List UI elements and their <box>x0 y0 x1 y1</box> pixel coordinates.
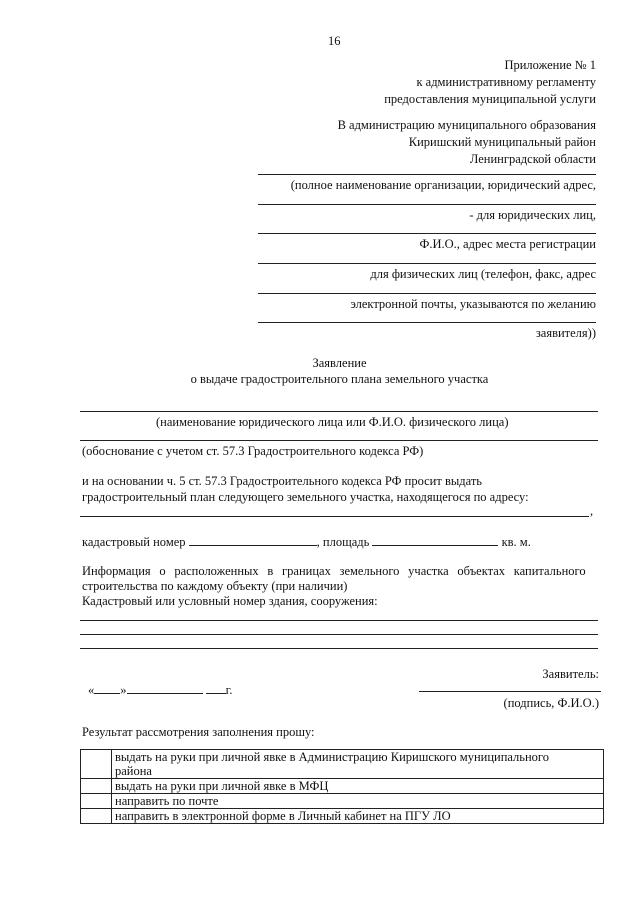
signature-caption: (подпись, Ф.И.О.) <box>503 696 599 710</box>
date-quote-close: » <box>120 683 127 697</box>
applicant-signature-label: Заявитель: <box>542 667 599 681</box>
info-line-3: Кадастровый или условный номер здания, сооружения: <box>82 594 378 608</box>
result-option-checkbox-3[interactable] <box>81 794 112 809</box>
date-row <box>88 682 232 698</box>
address-comma: , <box>590 504 594 518</box>
basis-field[interactable] <box>80 440 598 441</box>
cadastral-label: кадастровый номер <box>82 535 186 549</box>
result-options-table <box>80 749 604 824</box>
page-number: 16 <box>328 34 341 48</box>
date-quote-open: « <box>88 683 95 697</box>
request-line-2: градостроительный план следующего земельного участка, находящегося по адресу: <box>82 490 529 504</box>
applicant-note-6: заявителя)) <box>535 326 596 340</box>
appendix-line-3: предоставления муниципальной услуги <box>384 92 596 106</box>
result-option-checkbox-4[interactable] <box>81 809 112 824</box>
result-option-checkbox-2[interactable] <box>81 779 112 794</box>
date-year-field[interactable] <box>206 682 226 694</box>
result-option-checkbox-1[interactable] <box>81 750 112 779</box>
building-number-field-2[interactable] <box>80 634 598 635</box>
result-heading: Результат рассмотрения заполнения прошу: <box>82 725 315 739</box>
area-field[interactable] <box>372 534 498 546</box>
cadastral-row <box>82 534 531 550</box>
cadastral-number-field[interactable] <box>189 534 317 546</box>
applicant-name-field[interactable] <box>80 411 598 412</box>
applicant-note-4: для физических лиц (телефон, факс, адрес <box>370 267 596 281</box>
applicant-field-1[interactable] <box>258 174 596 175</box>
applicant-note-5: электронной почты, указываются по желанию <box>350 297 596 311</box>
result-option-row <box>81 794 604 809</box>
building-number-field-1[interactable] <box>80 620 598 621</box>
applicant-name-caption: (наименование юридического лица или Ф.И.О. физического лица) <box>156 415 509 429</box>
applicant-note-2: - для юридических лиц, <box>469 208 596 222</box>
result-option-row <box>81 779 604 794</box>
result-option-label-1: выдать на руки при личной явке в Администрацию Киришского муниципального района <box>112 750 604 779</box>
result-option-label-3: направить по почте <box>112 794 604 809</box>
result-option-row <box>81 809 604 824</box>
request-line-1: и на основании ч. 5 ст. 57.3 Градостроительного кодекса РФ просит выдать <box>82 474 483 488</box>
info-line-2: строительства по каждому объекту (при наличии) <box>82 579 348 593</box>
addressee-line-3: Ленинградской области <box>469 152 596 166</box>
document-title: Заявление <box>312 356 367 370</box>
building-number-field-3[interactable] <box>80 648 598 649</box>
address-field[interactable] <box>80 516 589 517</box>
applicant-field-3[interactable] <box>258 233 596 234</box>
applicant-field-2[interactable] <box>258 204 596 205</box>
applicant-field-5[interactable] <box>258 293 596 294</box>
result-option-row <box>81 750 604 779</box>
applicant-field-4[interactable] <box>258 263 596 264</box>
applicant-note-3: Ф.И.О., адрес места регистрации <box>419 237 596 251</box>
area-label: , площадь <box>316 535 370 549</box>
signature-field[interactable] <box>419 691 601 692</box>
date-month-field[interactable] <box>127 682 203 694</box>
addressee-line-1: В администрацию муниципального образования <box>337 118 596 132</box>
date-day-field[interactable] <box>94 682 120 694</box>
addressee-line-2: Киришский муниципальный район <box>408 135 596 149</box>
document-subtitle: о выдаче градостроительного плана земельного участка <box>190 372 489 386</box>
applicant-field-6[interactable] <box>258 322 596 323</box>
result-option-label-4: направить в электронной форме в Личный кабинет на ПГУ ЛО <box>112 809 604 824</box>
basis-caption: (обоснование с учетом ст. 57.3 Градостроительного кодекса РФ) <box>82 444 424 458</box>
result-option-label-2: выдать на руки при личной явке в МФЦ <box>112 779 604 794</box>
applicant-note-1: (полное наименование организации, юридический адрес, <box>290 178 596 192</box>
date-year-suffix: г. <box>225 683 233 697</box>
appendix-line-2: к административному регламенту <box>416 75 596 89</box>
info-line-1: Информация о расположенных в границах земельного участка объектах капитального <box>82 564 586 578</box>
appendix-label: Приложение № 1 <box>504 58 596 72</box>
area-unit: кв. м. <box>501 535 531 549</box>
